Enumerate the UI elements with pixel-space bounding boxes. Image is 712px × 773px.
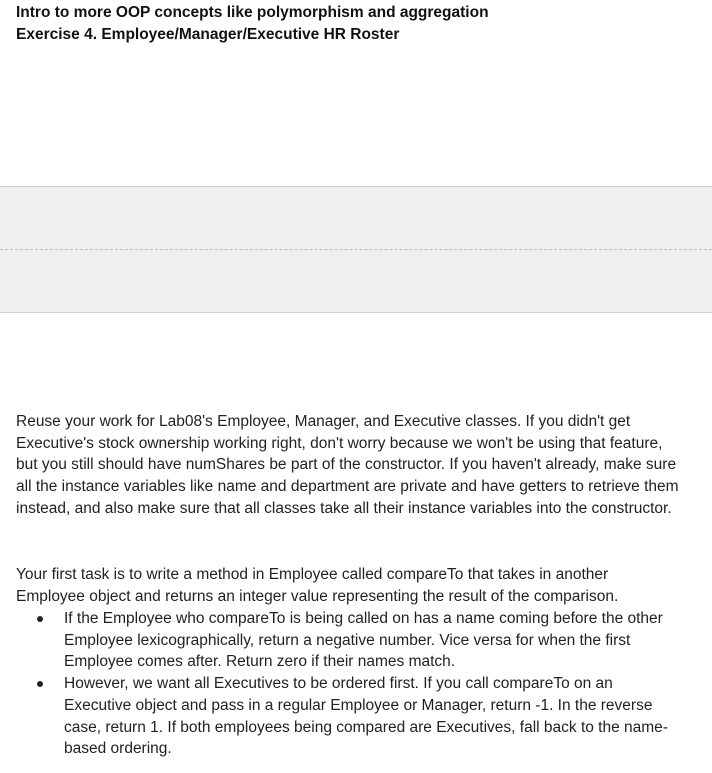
bullet-icon <box>37 681 43 687</box>
requirements-list <box>16 608 680 760</box>
task-paragraph: Your first task is to write a method in Employee called compareTo that takes in another Employee object and returns an integer value representing the result of the comparison. <box>16 566 619 605</box>
dashed-divider <box>0 249 712 250</box>
list-item-text: However, we want all Executives to be ordered first. If you call compareTo on an Executive object and pass in a regular Employee or Manager, return -1. In the reverse case, return 1. If both employees being compared are Executives, fall back to the name-based ordering. <box>64 675 668 758</box>
blank-gray-section <box>0 186 712 313</box>
intro-paragraph: Reuse your work for Lab08's Employee, Manager, and Executive classes. If you didn't get Executive's stock ownership working right, don't worry because we won't be using that feature, but you still should have numShares be part of the constructor. If you haven't already, make sure all the instance variables like name and department are private and have getters to retrieve them instead, and also make sure that all classes take all their instance variables into the constructor. <box>16 413 679 517</box>
exercise-title: Exercise 4. Employee/Manager/Executive HR Roster <box>16 26 400 43</box>
bullet-icon <box>37 616 43 622</box>
page-title: Intro to more OOP concepts like polymorphism and aggregation <box>16 4 489 21</box>
list-item <box>64 608 680 673</box>
list-item-text: If the Employee who compareTo is being called on has a name coming before the other Employee lexicographically, return a negative number. Vice versa for when the first Employee comes after. Return zero if their names match. <box>64 610 663 671</box>
list-item <box>64 673 680 760</box>
